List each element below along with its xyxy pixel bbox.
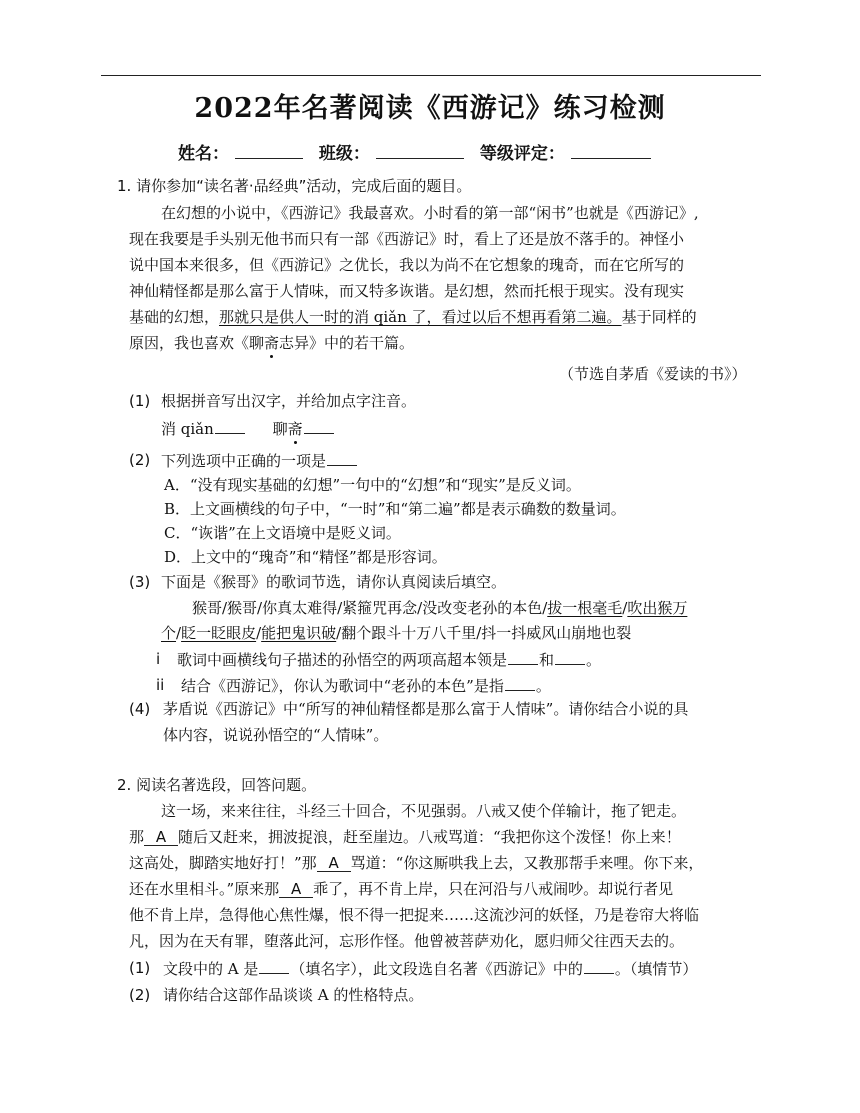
placeholder-a: A [144, 829, 178, 846]
passage-text: 乖了，再不肯上岸，只在河沿与八戒闹吵。却说行者见 [313, 880, 674, 898]
question-1-heading: 1. 请你参加“读名著·品经典”活动，完成后面的题目。 [117, 177, 472, 195]
answer-blank[interactable] [259, 959, 289, 974]
sub-question-label: 文段中的 A 是 [163, 960, 259, 978]
underlined-lyric: 能把鬼识破 [261, 624, 337, 642]
lyric-line [161, 624, 631, 642]
sub-question-label: （填名字），此文段选自名著《西游记》中的 [290, 960, 583, 978]
class-label: 班级： [318, 144, 370, 164]
passage-text: 基础的幻想， [129, 308, 220, 326]
pinyin-prompt: 消 qiǎn [161, 420, 214, 438]
sub-question-number: (1) [129, 392, 151, 410]
item-label: 结合《西游记》，你认为歌词中“老孙的本色”是指 [181, 677, 504, 695]
passage-text: 还在水里相斗。”原来那 [129, 880, 280, 898]
item-label: 歌词中画横线句子描述的孙悟空的两项高超本领是 [177, 651, 508, 669]
sub-question-number: (2) [129, 986, 151, 1004]
passage-text: 随后又赶来，拥波捉浪，赶至崖边。八戒骂道：“我把你这个泼怪！你上来！ [178, 828, 681, 846]
top-rule [101, 75, 761, 76]
answer-line [161, 419, 335, 438]
passage-line: 凡，因为在天有罪，堕落此河，忘形作怪。他曾被菩萨劝化，愿归师父往西天去的。 [129, 932, 685, 950]
sub-question-number: (2) [129, 451, 151, 469]
sub-question-text [163, 959, 697, 978]
sub-question-number: (3) [129, 573, 151, 591]
option-a: A．“没有现实基础的幻想”一句中的“幻想”和“现实”是反义词。 [164, 476, 581, 494]
passage-line [129, 854, 703, 872]
lyric-text: /翻个跟斗十万八千里/抖一抖威风山崩地也裂 [336, 624, 632, 642]
page-title: 2022年名著阅读《西游记》练习检测 [194, 93, 666, 124]
sub-question-text: 茅盾说《西游记》中“所写的神仙精怪都是那么富于人情味”。请你结合小说的具 [163, 700, 689, 718]
passage-line: 他不肯上岸，急得他心焦性爆，恨不得一把捉来……这流沙河的妖怪，乃是卷帘大将临 [129, 906, 700, 924]
passage-text: 那 [129, 828, 145, 846]
item-number: ii [156, 676, 165, 694]
sub-question-text [161, 451, 358, 470]
lyric-text: / [622, 599, 628, 617]
underlined-sentence: 那就只是供人一时的消 qiǎn 了，看过以后不想再看第二遍。 [219, 308, 622, 326]
sub-question-text: 根据拼音写出汉字，并给加点字注音。 [161, 392, 417, 410]
answer-blank[interactable] [555, 650, 585, 665]
item-text [181, 676, 551, 695]
underlined-lyric: 个 [161, 624, 177, 642]
sub-question-number: (4) [129, 700, 151, 718]
lyric-text: / [176, 624, 182, 642]
sub-question-number: (1) [129, 959, 151, 977]
name-label: 姓名： [178, 144, 229, 164]
item-text [177, 650, 601, 669]
sub-question-label: 下列选项中正确的一项是 [161, 452, 327, 470]
lyric-text: 猴哥/猴哥/你真太难得/紧箍咒再念/没改变老孙的本色/ [192, 599, 548, 617]
grade-label: 等级评定： [479, 144, 565, 164]
pinyin-prompt: 聊 [272, 420, 288, 438]
sub-question-label: 。（填情节） [614, 960, 698, 978]
passage-line [129, 828, 681, 846]
name-blank[interactable] [235, 142, 303, 159]
passage-line [129, 334, 414, 352]
passage-line: 这一场，来来往往，斗经三十回合，不见强弱。八戒又使个佯输计，拖了钯走。 [161, 802, 687, 820]
passage-text: 骂道：“你这厮哄我上去，又教那帮手来哩。你下来， [350, 854, 704, 872]
passage-text: 这高处，脚踏实地好打！”那 [129, 854, 317, 872]
answer-blank[interactable] [304, 419, 334, 434]
passage-line [129, 880, 673, 898]
lyric-line [192, 599, 687, 617]
passage-text: 志异》中的若干篇。 [279, 334, 415, 352]
item-number: i [156, 650, 161, 668]
underlined-lyric: 拔一根毫毛 [547, 599, 623, 617]
lyric-text: / [256, 624, 262, 642]
sub-question-text: 请你结合这部作品谈谈 A 的性格特点。 [163, 986, 424, 1004]
passage-line: 神仙精怪都是那么富于人情味，而又特多诙谐。是幻想，然而托根于现实。没有现实 [129, 282, 685, 300]
question-2-heading: 2. 阅读名著选段，回答问题。 [117, 776, 317, 794]
passage-text: 基于同样的 [621, 308, 697, 326]
passage-line: 现在我要是手头别无他书而只有一部《西游记》时，看上了还是放不落手的。神怪小 [129, 230, 685, 248]
item-label: 和 [539, 651, 555, 669]
item-label: 。 [535, 677, 551, 695]
dotted-character: 斋 [287, 420, 303, 438]
underlined-lyric: 眨一眨眼皮 [181, 624, 257, 642]
answer-blank[interactable] [327, 451, 357, 466]
placeholder-a: A [279, 881, 313, 898]
answer-blank[interactable] [505, 676, 535, 691]
student-info-line [178, 139, 661, 164]
passage-line [129, 308, 697, 326]
passage-line: 在幻想的小说中，《西游记》我最喜欢。小时看的第一部“闲书”也就是《西游记》, [161, 204, 699, 222]
dotted-character: 斋 [264, 334, 280, 352]
item-label: 。 [586, 651, 602, 669]
option-d: D．上文中的“瑰奇”和“精怪”都是形容词。 [164, 548, 447, 566]
option-c: C．“诙谐”在上文语境中是贬义词。 [164, 524, 401, 542]
source-note: （节选自茅盾《爱读的书》） [559, 365, 747, 383]
sub-question-text: 下面是《猴哥》的歌词节选，请你认真阅读后填空。 [161, 573, 507, 591]
class-blank[interactable] [376, 142, 464, 159]
grade-blank[interactable] [571, 142, 651, 159]
sub-question-text: 体内容，说说孙悟空的“人情味”。 [163, 726, 389, 744]
passage-text: 原因，我也喜欢《聊 [129, 334, 265, 352]
answer-blank[interactable] [508, 650, 538, 665]
answer-blank[interactable] [215, 419, 245, 434]
passage-line: 说中国本来很多，但《西游记》之优长，我以为尚不在它想象的瑰奇，而在它所写的 [129, 256, 685, 274]
answer-blank[interactable] [584, 959, 614, 974]
underlined-lyric: 吹出猴万 [627, 599, 688, 617]
option-b: B．上文画横线的句子中，“一时”和“第二遍”都是表示确数的数量词。 [164, 500, 626, 518]
placeholder-a: A [317, 855, 351, 872]
